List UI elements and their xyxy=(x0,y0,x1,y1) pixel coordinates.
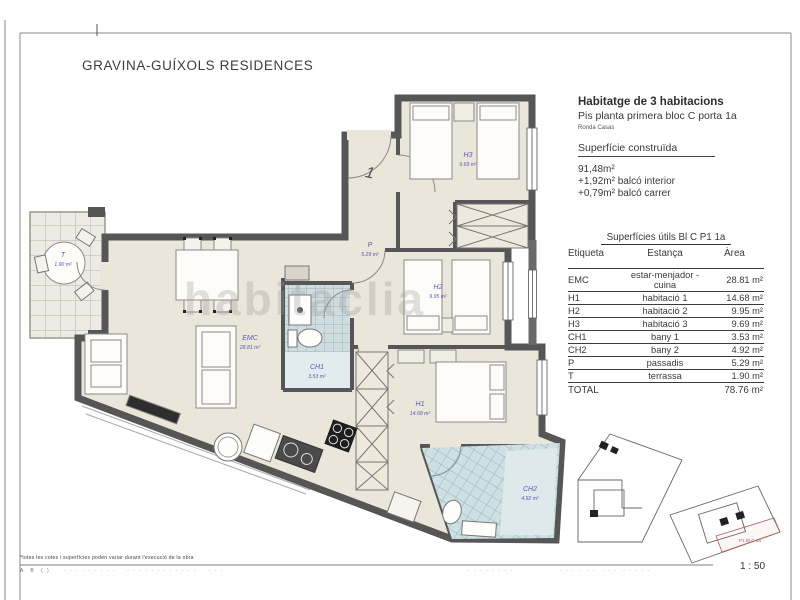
svg-text:9.95 m²: 9.95 m² xyxy=(429,294,447,300)
entry-door-number: 1 xyxy=(363,164,376,183)
scale-label: 1 : 50 xyxy=(740,561,766,572)
keyplan xyxy=(578,434,780,563)
balcony-street-area: +0,79m² balcó carrer xyxy=(578,187,671,199)
areas-table xyxy=(568,232,764,397)
room-label-emc: EMC xyxy=(242,335,258,342)
table-row: T terrassa 1.90 m² xyxy=(568,371,763,381)
table-row: H2 habitació 2 9.95 m² xyxy=(568,306,763,316)
svg-text:4.92 m²: 4.92 m² xyxy=(521,496,539,502)
col-estanca: Estança xyxy=(647,248,683,259)
table-row: P passadis 5.29 m² xyxy=(568,358,763,368)
built-area-label: Superfície construïda xyxy=(578,142,715,157)
svg-text:3.53 m²: 3.53 m² xyxy=(308,374,326,380)
toilet xyxy=(298,329,322,347)
table-row: H3 habitació 3 9.69 m² xyxy=(568,319,763,329)
table-title: Superfícies útils Bl C P1 1a xyxy=(568,232,764,245)
room-label-t: T xyxy=(60,252,66,259)
terrace xyxy=(30,207,105,340)
room-label-p: P xyxy=(367,242,373,249)
table-row: EMC estar-menjador -cuina 28.81 m² xyxy=(568,270,763,290)
room-label-h3: H3 xyxy=(463,152,473,159)
watermark: habitaclia xyxy=(183,273,427,325)
apartment-type: Habitatge de 3 habitacions xyxy=(578,96,724,108)
wardrobe-h3 xyxy=(449,204,528,248)
table-total-row: TOTAL 78.76 m² xyxy=(568,385,763,396)
project-title: GRAVINA-GUÍXOLS RESIDENCES xyxy=(82,58,314,73)
truncated-titleblock-row: A B ( ) · · · · · · · · · · · · · · · · · · · · · · · · · · · · · · · · · · · · · · · · · · · · · · xyxy=(20,568,651,574)
disclaimer-note: *totes les cotes i superfícies poden variar durant l'execució de la obra xyxy=(20,555,194,561)
room-label-h2: H2 xyxy=(433,284,443,291)
col-etiqueta: Etiqueta xyxy=(568,248,604,259)
svg-text:14.68 m²: 14.68 m² xyxy=(409,411,431,417)
table-row: CH2 bany 2 4.92 m² xyxy=(568,345,763,355)
col-area: Àrea xyxy=(724,248,745,259)
balcony-interior-area: +1,92m² balcó interior xyxy=(578,175,675,187)
built-area-value: 91,48m² xyxy=(578,164,615,175)
room-label-ch2: CH2 xyxy=(522,486,538,493)
street-name: Ronda Casas xyxy=(578,125,615,131)
keyplan-unit-label: P1 Bl C 1a xyxy=(739,538,761,543)
svg-text:5.29 m²: 5.29 m² xyxy=(361,252,379,258)
wardrobe-h1 xyxy=(356,352,394,490)
svg-text:1.90 m²: 1.90 m² xyxy=(54,262,72,268)
room-label-h1: H1 xyxy=(415,401,425,408)
info-panel xyxy=(578,96,793,199)
table-header-row xyxy=(568,247,764,261)
svg-text:9.69 m²: 9.69 m² xyxy=(459,162,477,168)
table-row: H1 habitació 1 14.68 m² xyxy=(568,293,763,303)
table-row: CH1 bany 1 3.53 m² xyxy=(568,332,763,342)
apartment-location: Pis planta primera bloc C porta 1a xyxy=(578,110,737,122)
svg-text:28.81 m²: 28.81 m² xyxy=(239,345,261,351)
room-label-ch1: CH1 xyxy=(309,364,325,371)
